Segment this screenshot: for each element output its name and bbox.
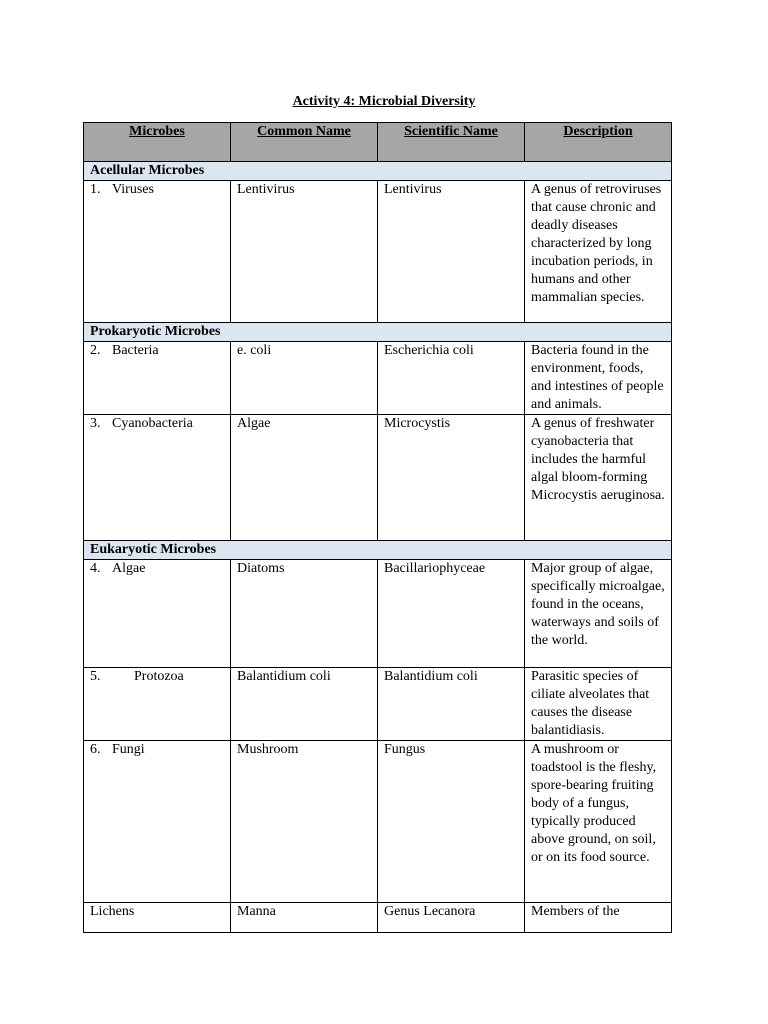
table-row <box>84 741 672 903</box>
microbe-cell: Protozoa <box>134 669 184 684</box>
table-row <box>84 415 672 541</box>
table-row <box>84 560 672 668</box>
common-name-cell: Balantidium coli <box>231 668 378 741</box>
document-title: Activity 4: Microbial Diversity <box>292 94 476 109</box>
scientific-name-cell: Genus Lecanora <box>378 903 525 933</box>
row-number: 5. <box>90 669 101 684</box>
header-microbes: Microbes <box>84 123 231 162</box>
table-row <box>84 181 672 323</box>
scientific-name-cell: Lentivirus <box>378 181 525 323</box>
microbe-cell: Fungi <box>112 742 145 757</box>
row-number: 4. <box>90 561 101 576</box>
description-cell: A mushroom or toadstool is the fleshy, spore-bearing fruiting body of a fungus, typically produced above ground, on soil, or on its food source. <box>525 741 672 903</box>
common-name-cell: Lentivirus <box>231 181 378 323</box>
header-scientific-name: Scientific Name <box>378 123 525 162</box>
common-name-cell: Mushroom <box>231 741 378 903</box>
microbe-cell: Cyanobacteria <box>112 416 193 431</box>
scientific-name-cell: Escherichia coli <box>378 342 525 415</box>
common-name-cell: Manna <box>231 903 378 933</box>
section-row-prokaryotic <box>84 323 672 342</box>
description-cell: Members of the <box>525 903 672 933</box>
common-name-cell: Algae <box>231 415 378 541</box>
row-number: 3. <box>90 416 101 431</box>
section-row-acellular <box>84 162 672 181</box>
header-description: Description <box>525 123 672 162</box>
microbe-cell: Bacteria <box>112 343 159 358</box>
description-cell: A genus of freshwater cyanobacteria that includes the harmful algal bloom-forming Microcystis aeruginosa. <box>525 415 672 541</box>
description-cell: Parasitic species of ciliate alveolates that causes the disease balantidiasis. <box>525 668 672 741</box>
row-number: 2. <box>90 343 101 358</box>
section-label: Acellular Microbes <box>84 162 672 181</box>
table-row <box>84 342 672 415</box>
microbe-cell: Lichens <box>90 904 135 919</box>
description-cell: A genus of retroviruses that cause chronic and deadly diseases characterized by long incubation periods, in humans and other mammalian species. <box>525 181 672 323</box>
row-number: 6. <box>90 742 101 757</box>
scientific-name-cell: Balantidium coli <box>378 668 525 741</box>
scientific-name-cell: Microcystis <box>378 415 525 541</box>
table-row <box>84 668 672 741</box>
microbe-cell: Viruses <box>112 182 154 197</box>
header-common-name: Common Name <box>231 123 378 162</box>
scientific-name-cell: Bacillariophyceae <box>378 560 525 668</box>
common-name-cell: e. coli <box>231 342 378 415</box>
microbes-table <box>83 122 672 933</box>
scientific-name-cell: Fungus <box>378 741 525 903</box>
section-row-eukaryotic <box>84 541 672 560</box>
description-cell: Bacteria found in the environment, foods, and intestines of people and animals. <box>525 342 672 415</box>
common-name-cell: Diatoms <box>231 560 378 668</box>
table-row <box>84 903 672 933</box>
description-cell: Major group of algae, specifically microalgae, found in the oceans, waterways and soils of the world. <box>525 560 672 668</box>
table-header-row <box>84 123 672 162</box>
section-label: Eukaryotic Microbes <box>84 541 672 560</box>
row-number: 1. <box>90 182 101 197</box>
section-label: Prokaryotic Microbes <box>84 323 672 342</box>
microbe-cell: Algae <box>112 561 146 576</box>
